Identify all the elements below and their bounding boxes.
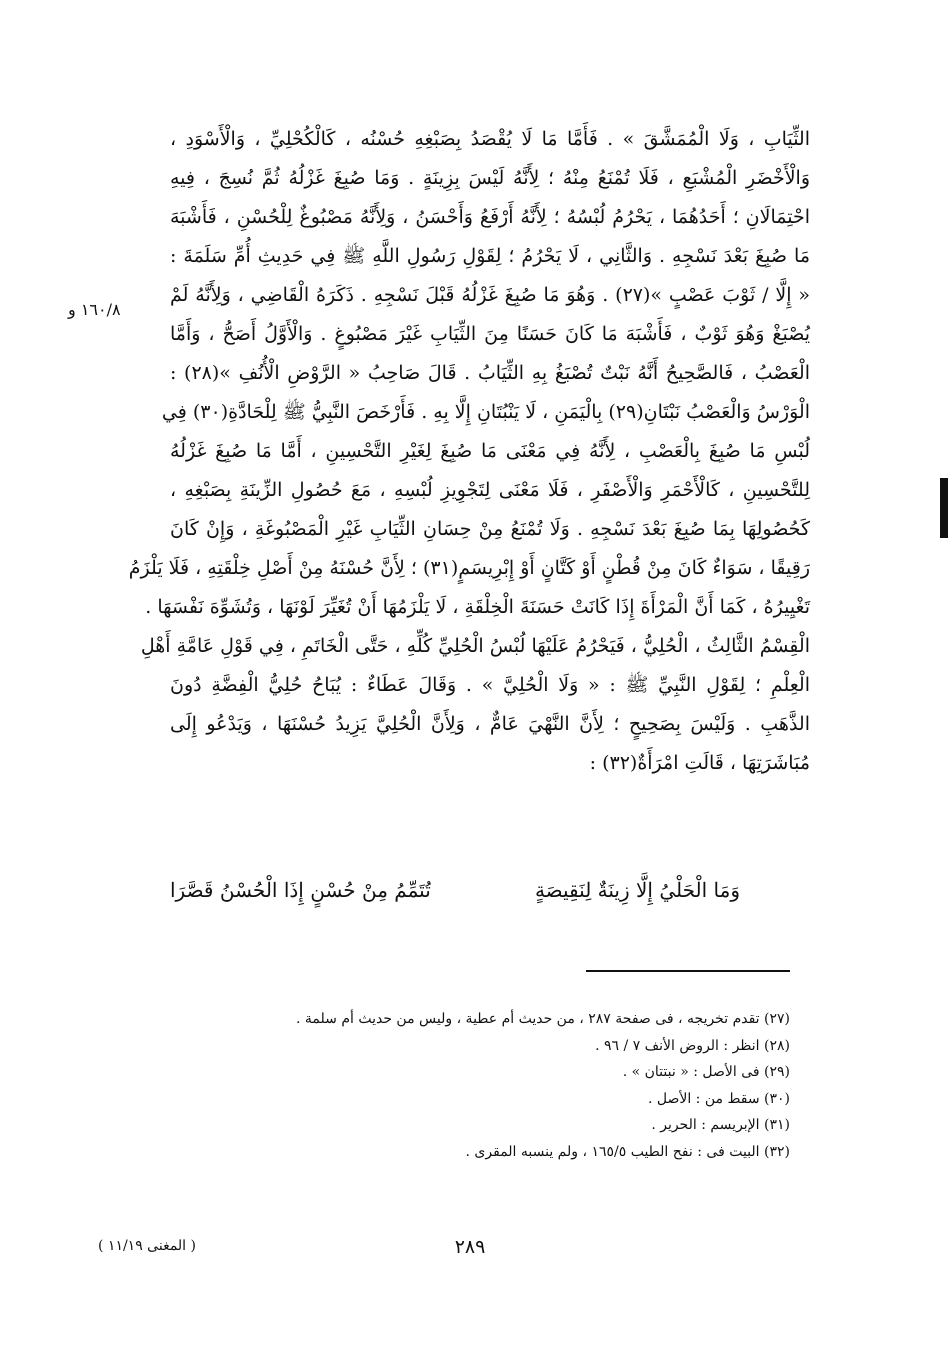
text-line: مَا صُبِغَ بَعْدَ نَسْجِهِ . وَالثَّانِي ، لَا يَحْرُمُ ؛ لِقَوْلِ رَسُولِ اللَّهِ ﷺ فِي حَدِيثِ أُمِّ سَلَمَةَ : [170,245,810,267]
text-line: « إِلَّا / ثَوْبَ عَصْبٍ »(٢٧) . وَهُوَ مَا صُبِغَ غَزْلُهُ قَبْلَ نَسْجِهِ . ذَكَرَهُ الْقَاضِي ، وَلِأَنَّهُ لَمْ [170,284,810,306]
footnote: (٣٠) سقط من : الأصل . [647,1090,790,1107]
volume-reference: ( المغنى ١١/١٩ ) [98,1238,196,1254]
footnote: (٢٩) فى الأصل : « نبتتان » . [622,1064,790,1080]
margin-folio-note: ١٦٠/٨ و [68,300,121,319]
text-line: مُبَاشَرَتِهَا ، قَالَتِ امْرَأَةٌ(٣٢) : [589,752,810,774]
poetry-verse [170,878,740,902]
page-edge-mark [940,478,948,538]
page-number: ٢٨٩ [454,1236,486,1258]
footnote: (٣٢) البيت فى : نفح الطيب ١٦٥/٥ ، ولم ينسبه المقرى . [465,1143,790,1160]
verse-second-hemistich: تُتَمِّمُ مِنْ حُسْنٍ إِذَا الْحُسْنُ قَصَّرَا [170,878,431,902]
text-line: رَقِيقًا ، سَوَاءٌ كَانَ مِنْ قُطْنٍ أَوْ كَتَّانٍ أَوْ إِبْرِيسَمٍ(٣١) ؛ لِأَنَّ حُسْنَهُ مِنْ أَصْلِ خِلْقَتِهِ ، فَلَا يَلْزَمُ [128,557,810,579]
footnote: (٢٨) انظر : الروض الأنف ٧ / ٩٦ . [595,1037,790,1054]
footnote-separator [586,970,790,972]
text-line: وَالْأَخْضَرِ الْمُشْبَعِ ، فَلَا تُمْنَعُ مِنْهُ ؛ لِأَنَّهُ لَيْسَ بِزِينَةٍ . وَمَا صُبِغَ غَزْلُهُ ثُمَّ نُسِجَ ، فِيهِ [170,167,810,189]
footnote: (٣١) الإبريسم : الحرير . [651,1117,790,1133]
main-text-body [128,120,811,783]
text-line: الثِّيَابِ ، وَلَا الْمُمَشَّقَ » . فَأَمَّا مَا لَا يُقْصَدُ بِصَبْغِهِ حُسْنُه ، كَالْكُحْلِيِّ ، وَالْأَسْوَدِ ، [170,128,810,150]
text-line: الْعَصْبُ ، فَالصَّحِيحُ أَنَّهُ نَبْتٌ تُصْبَغُ بِهِ الثِّيَابُ . قَالَ صَاحِبُ « الرَّوْضِ الْأُنُفِ »(٢٨) : [170,362,810,384]
text-line: تَغْيِيرُهُ ، كَمَا أَنَّ الْمَرْأَةَ إِذَا كَانَتْ حَسَنَةَ الْخِلْقَةِ ، لَا يَلْزَمُهَا أَنْ تُغَيِّرَ لَوْنَهَا ، وَتُشَوِّهَ نَفْسَهَا . [145,596,810,618]
text-line: لِلتَّحْسِينِ ، كَالْأَحْمَرِ وَالْأَصْفَرِ ، فَلَا مَعْنَى لِتَجْوِيزِ لُبْسِهِ ، مَعَ حُصُولِ الزِّينَةِ بِصَبْغِهِ ، [170,479,810,501]
footnotes-section [200,1006,790,1165]
text-line: الْوَرْسُ وَالْعَصْبُ نَبْتَانِ(٢٩) بِالْيَمَنِ ، لَا يَنْبُتَانِ إِلَّا بِهِ . فَأَرْخَصَ النَّبِيُّ ﷺ لِلْحَادَّةِ(٣٠) فِي [161,401,810,423]
text-line: كَحُصُولِهَا بِمَا صُبِغَ بَعْدَ نَسْجِهِ . وَلَا تُمْنَعُ مِنْ حِسَانِ الثِّيَابِ غَيْرِ الْمَصْبُوغَةِ ، وَإِنْ كَانَ [170,518,810,540]
text-line: احْتِمَالَانِ ؛ أَحَدُهُمَا ، يَحْرُمُ لُبْسُهُ ؛ لِأَنَّهُ أَرْفَعُ وَأَحْسَنُ ، وَلِأَنَّهُ مَصْبُوغٌ لِلْحُسْنِ ، فَأَشْبَهَ [170,206,811,228]
text-line: الْقِسْمُ الثَّالِثُ ، الْحُلِيُّ ، فَيَحْرُمُ عَلَيْهَا لُبْسُ الْحُلِيِّ كُلِّهِ ، حَتَّى الْخَاتَمِ ، فِي قَوْلِ عَامَّةِ أَهْلِ [140,635,810,657]
text-line: يُصْبَغْ وَهُوَ ثَوْبٌ ، فَأَشْبَهَ مَا كَانَ حَسَنًا مِنَ الثِّيَابِ غَيْرَ مَصْبُوغٍ . وَالْأَوَّلُ أَصَحُّ ، وَأَمَّا [170,323,810,345]
text-line: الْعِلْمِ ؛ لِقَوْلِ النَّبِيِّ ﷺ : « وَلَا الْحُلِيَّ » . وَقَالَ عَطَاءٌ : يُبَاحُ حُلِيُّ الْفِضَّةِ دُونَ [170,674,810,696]
text-line: لُبْسِ مَا صُبِغَ بِالْعَصْبِ ، لِأَنَّهُ فِي مَعْنَى مَا صُبِغَ لِغَيْرِ التَّحْسِينِ ، أَمَّا مَا صُبِغَ غَزْلُهُ [170,440,810,462]
footnote: (٢٧) تقدم تخريجه ، فى صفحة ٢٨٧ ، من حديث أم عطية ، وليس من حديث أم سلمة . [296,1011,790,1027]
text-line: الذَّهَبِ . وَلَيْسَ بِصَحِيحٍ ؛ لِأَنَّ النَّهْيَ عَامٌّ ، وَلِأَنَّ الْحُلِيَّ يَزِيدُ حُسْنَهَا ، وَيَدْعُو إِلَى [170,713,810,735]
verse-first-hemistich: وَمَا الْحَلْيُ إِلَّا زِينَةٌ لِنَقِيصَةٍ [534,878,740,902]
